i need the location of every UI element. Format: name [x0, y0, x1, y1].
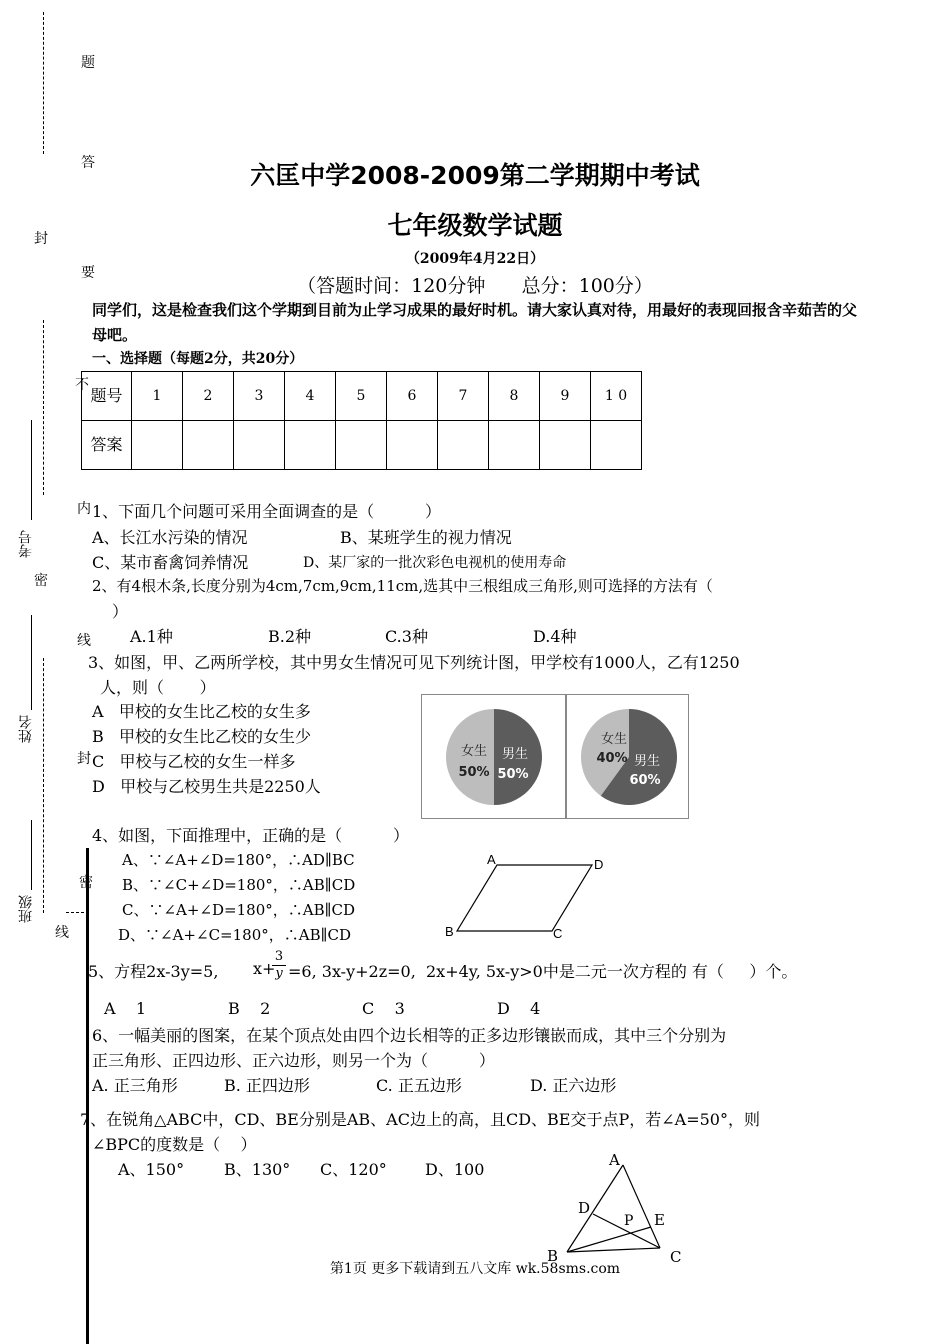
answer-cell[interactable]	[234, 421, 285, 470]
q6-option-b: B. 正四边形	[224, 1076, 310, 1095]
question-number: 6	[387, 372, 438, 421]
exam-date: （2009年4月22日）	[405, 251, 545, 267]
exam-title: 六匡中学2008-2009第二学期期中考试	[250, 161, 700, 190]
q5-option-b: B 2	[228, 999, 271, 1018]
q3-option-a: A 甲校的女生比乙校的女生多	[92, 702, 311, 721]
pie-value-female: 40%	[596, 751, 628, 766]
q4-option-b: B、∵∠C+∠D=180°，∴AB∥CD	[122, 876, 356, 894]
answer-cell[interactable]	[183, 421, 234, 470]
triangle-figure	[540, 1145, 700, 1270]
answer-cell[interactable]	[591, 421, 642, 470]
question-number: 7	[438, 372, 489, 421]
margin-char: 要	[81, 265, 95, 281]
dash-line	[43, 320, 44, 495]
q5-stem-part1: 5、方程2x-3y=5,	[88, 962, 219, 981]
q6-option-c: C. 正五边形	[376, 1076, 462, 1095]
question-number: 5	[336, 372, 387, 421]
q1-option-d: D、某厂家的一批次彩色电视机的使用寿命	[303, 555, 567, 571]
question-number: 8	[489, 372, 540, 421]
dash-line	[66, 912, 84, 913]
q5-fraction-denominator: y	[275, 966, 283, 981]
parallelogram-figure	[440, 848, 620, 943]
exam-no-label: 考号	[18, 530, 34, 558]
q5-stem-x: x+	[253, 959, 276, 978]
point-p: P	[624, 1213, 634, 1229]
pie-label-male: 男生	[633, 754, 661, 769]
q3-option-d: D 甲校与乙校男生共是2250人	[92, 777, 321, 796]
q3-stem-line1: 3、如图，甲、乙两所学校，其中男女生情况可见下列统计图，甲学校有1000人，乙有1250	[88, 653, 740, 672]
margin-char: 线	[77, 633, 91, 649]
vertex-d: D	[578, 1199, 591, 1217]
pie-value-female: 50%	[458, 765, 490, 780]
altitude-be	[567, 1227, 651, 1252]
q2-option-a: A.1种	[130, 627, 173, 646]
margin-char: 内	[77, 501, 91, 517]
name-label: 姓名	[18, 715, 34, 743]
margin-char: 线	[55, 925, 69, 941]
q6-option-a: A. 正三角形	[92, 1076, 178, 1095]
vertex-b: B	[445, 924, 454, 939]
q1-option-c: C、某市畜禽饲养情况	[92, 553, 249, 572]
side-bc	[567, 1248, 660, 1252]
question-number: 3	[234, 372, 285, 421]
pie-chart-school-b	[566, 694, 689, 819]
vertex-c: C	[670, 1248, 682, 1266]
q3-option-b: B 甲校的女生比乙校的女生少	[92, 727, 312, 746]
q7-stem-line1: 7、在锐角△ABC中，CD、BE分别是AB、AC边上的高，且CD、BE交于点P，若∠A=50°，则	[80, 1110, 760, 1129]
vertex-a: A	[609, 1151, 620, 1169]
vertex-a: A	[487, 852, 496, 867]
answer-cell[interactable]	[387, 421, 438, 470]
pie-value-male: 50%	[497, 767, 529, 782]
q2-stem-close: ）	[112, 602, 129, 621]
question-number: 4	[285, 372, 336, 421]
question-number: 9	[540, 372, 591, 421]
pie-label-male: 男生	[501, 747, 529, 762]
q7-option-a: A、150°	[118, 1160, 185, 1179]
table-answer-label: 答案	[82, 421, 132, 470]
answer-cell[interactable]	[132, 421, 183, 470]
q6-stem-line1: 6、一幅美丽的图案，在某个顶点处由四个边长相等的正多边形镶嵌而成，其中三个分别为	[92, 1026, 727, 1045]
answer-cell[interactable]	[540, 421, 591, 470]
answer-cell[interactable]	[285, 421, 336, 470]
answer-table	[81, 371, 642, 470]
pie-label-female: 女生	[600, 732, 628, 747]
q2-stem: 2、有4根木条,长度分别为4cm,7cm,9cm,11cm,选其中三根组成三角形,则可选择的方法有（	[92, 577, 713, 595]
side-ac	[623, 1165, 660, 1248]
pie-chart-school-a	[421, 694, 566, 819]
q7-option-b: B、130°	[224, 1160, 291, 1179]
q2-option-c: C.3种	[385, 627, 428, 646]
q4-option-a: A、∵∠A+∠D=180°，∴AD∥BC	[122, 851, 355, 869]
q1-stem: 1、下面几个问题可采用全面调查的是（ ）	[92, 502, 442, 521]
parallelogram-shape	[457, 865, 592, 931]
vertex-c: C	[553, 926, 563, 941]
class-line	[31, 820, 32, 890]
exam-intro: 同学们，这是检查我们这个学期到目前为止学习成果的最好时机。请大家认真对待，用最好的表现回报含辛茹苦的父母吧。	[92, 301, 858, 344]
q5-fraction-numerator: 3	[274, 949, 284, 964]
pie-svg	[567, 695, 688, 818]
pie-value-male: 60%	[629, 773, 661, 788]
dash-line	[43, 658, 44, 913]
pie-label-female: 女生	[460, 744, 488, 759]
vertex-b: B	[547, 1247, 559, 1265]
dash-line	[43, 12, 44, 154]
exam-subtitle: 七年级数学试题	[387, 211, 563, 240]
q4-option-c: C、∵∠A+∠D=180°，∴AB∥CD	[122, 901, 356, 919]
q2-option-d: D.4种	[533, 627, 577, 646]
exam-no-line	[31, 420, 32, 520]
answer-cell[interactable]	[438, 421, 489, 470]
margin-char: 题	[81, 55, 95, 71]
q5-fraction	[272, 950, 286, 981]
margin-char: 不	[75, 377, 89, 393]
answer-cell[interactable]	[489, 421, 540, 470]
q7-stem-line2: ∠BPC的度数是（ ）	[92, 1135, 257, 1154]
q7-option-d: D、100	[425, 1160, 485, 1179]
q6-option-d: D. 正六边形	[530, 1076, 617, 1095]
q3-stem-line2: 人，则（ ）	[100, 678, 216, 697]
q1-option-b: B、某班学生的视力情况	[340, 528, 512, 547]
q4-stem: 4、如图，下面推理中，正确的是（ ）	[92, 826, 410, 845]
answer-cell[interactable]	[336, 421, 387, 470]
table-header-label: 题号	[82, 372, 132, 421]
q3-option-c: C 甲校与乙校的女生一样多	[92, 752, 296, 771]
q5-stem-part2: =6, 3x-y+2z=0, 2x+4y, 5x-y>0中是二元一次方程的 有（ ）个。	[288, 962, 798, 981]
side-ab	[567, 1165, 623, 1252]
exam-time-total: （答题时间：120分钟 总分：100分）	[297, 275, 653, 297]
question-number: 1 0	[591, 372, 642, 421]
page-footer: 第1页 更多下载请到五八文库 wk.58sms.com	[329, 1261, 621, 1277]
question-number: 1	[132, 372, 183, 421]
q6-stem-line2: 正三角形、正四边形、正六边形，则另一个为（ ）	[92, 1051, 495, 1070]
q5-option-a: A 1	[104, 999, 147, 1018]
q7-option-c: C、120°	[320, 1160, 387, 1179]
q5-option-c: C 3	[362, 999, 405, 1018]
margin-seal: 封	[34, 231, 48, 247]
q1-option-a: A、长江水污染的情况	[92, 528, 248, 547]
q2-option-b: B.2种	[268, 627, 312, 646]
vertex-e: E	[654, 1211, 665, 1229]
name-line	[31, 615, 32, 710]
margin-char: 密	[79, 875, 93, 891]
question-number: 2	[183, 372, 234, 421]
vertex-d: D	[594, 857, 604, 872]
q4-option-d: D、∵∠A+∠C=180°，∴AB∥CD	[118, 926, 352, 944]
section1-heading: 一、选择题（每题2分，共20分）	[92, 351, 304, 367]
class-label: 班级	[18, 895, 34, 923]
q5-option-d: D 4	[497, 999, 541, 1018]
margin-char: 答	[81, 155, 95, 171]
margin-char: 密	[34, 573, 48, 589]
margin-char: 封	[77, 751, 91, 767]
pie-svg	[422, 695, 565, 818]
